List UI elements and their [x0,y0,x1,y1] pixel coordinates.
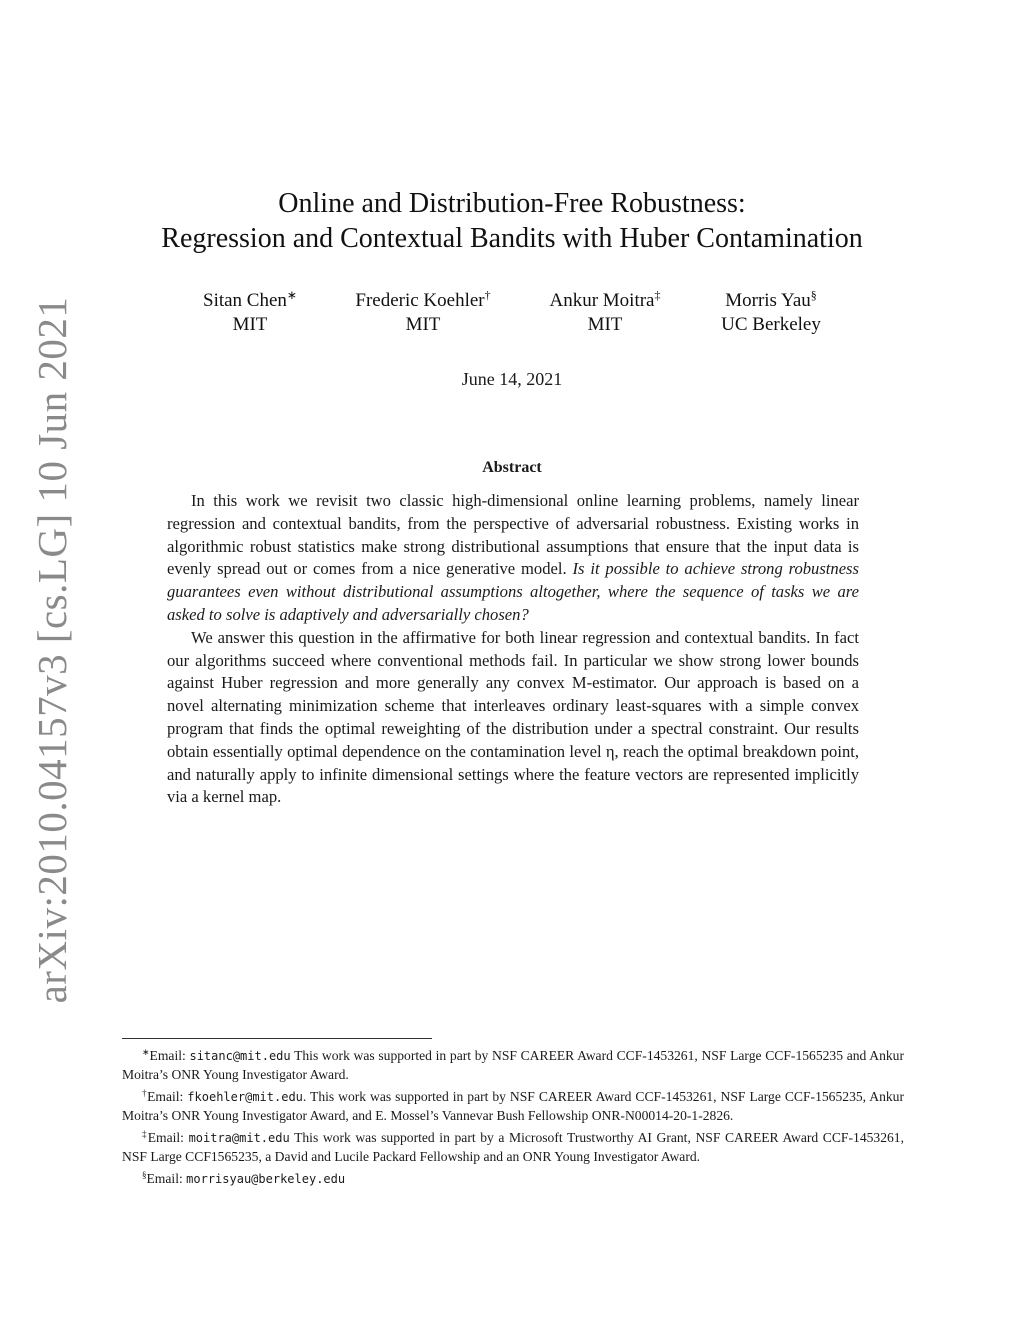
abstract-paragraph-text: In this work we revisit two classic high-dimensional online learning problems, namely linear regression and contextual bandits, from the perspective of adversarial robustness. Existing works in algorithmic robust statistics make strong distributional assumptions that ensure that the input data is evenly spread out or comes from a nice generative model. [167,491,859,579]
footnote-text: . This work was supported in part by NSF CAREER Award CCF-1453261, NSF Large CCF-1565235, Ankur Moitra’s ONR Young Investigator Award, and E. Mossel’s Vannevar Bush Fellowship ONR-N00014-20-1-2826. [122,1089,905,1123]
abstract-question: Is it possible to achieve strong robustness guarantees even without distributional assumptions altogether, where the sequence of tasks we are asked to solve is adaptively and adversarially chosen? [167,559,859,624]
footnote-label: Email: [147,1089,184,1104]
footnote-text: This work was supported in part by a Microsoft Trustworthy AI Grant, NSF CAREER Award CCF-1453261, NSF Large CCF1565235, a David and Lucile Packard Fellowship and an ONR Young Investigator Award. [122,1130,904,1164]
footnote-label: Email: [147,1130,184,1145]
author-name: Sitan Chen [203,290,287,311]
author-footnote-mark: ∗ [286,288,297,302]
author-name: Ankur Moitra [549,290,655,311]
arxiv-identifier: arXiv:2010.04157v3 [cs.LG] 10 Jun 2021 [29,296,75,1004]
author-affiliation: MIT [587,314,623,335]
author-block [671,283,871,337]
abstract-body [167,490,859,809]
author-block [323,283,523,337]
author-affiliation: MIT [232,314,268,335]
footnote [122,1043,904,1084]
paper-date: June 14, 2021 [461,369,563,389]
footnote-mark: ∗ [142,1047,150,1057]
footnote-label: Email: [149,1048,186,1063]
email-link[interactable]: fkoehler@mit.edu [187,1090,303,1104]
abstract-paragraph [167,490,859,627]
paper-title [0,186,1024,256]
footnote-mark: § [142,1170,147,1180]
email-link[interactable]: morrisyau@berkeley.edu [186,1172,346,1186]
footnotes [122,1043,904,1189]
author-footnote-mark: † [484,288,491,302]
author-footnote-mark: § [810,288,817,302]
footnote-label: Email: [146,1171,183,1186]
footnote [122,1166,904,1189]
author-name: Morris Yau [725,290,811,311]
footnote-mark: ‡ [142,1129,148,1139]
author-affiliation: UC Berkeley [721,314,821,335]
footnote [122,1084,904,1125]
author-name: Frederic Koehler [355,290,485,311]
title-line-1: Online and Distribution-Free Robustness: [278,188,746,219]
footnote-divider [122,1038,432,1039]
author-affiliation: MIT [405,314,441,335]
email-link[interactable]: sitanc@mit.edu [189,1049,291,1063]
footnote-mark: † [142,1088,148,1098]
title-line-2: Regression and Contextual Bandits with Huber Contamination [161,223,863,254]
footnote [122,1125,904,1166]
author-footnote-mark: ‡ [654,288,661,302]
email-link[interactable]: moitra@mit.edu [188,1131,290,1145]
footnote-text: This work was supported in part by NSF CAREER Award CCF-1453261, NSF Large CCF-1565235 and Ankur Moitra’s ONR Young Investigator Award. [122,1048,904,1082]
abstract-paragraph: We answer this question in the affirmative for both linear regression and contextual bandits. In fact our algorithms succeed where conventional methods fail. In particular we show strong lower bounds against Huber regression and more generally any convex M-estimator. Our approach is based on a novel alternating minimization scheme that interleaves ordinary least-squares with a simple convex program that finds the optimal reweighting of the distribution under a spectral constraint. Our results obtain essentially optimal dependence on the contamination level η, reach the optimal breakdown point, and naturally apply to infinite dimensional settings where the feature vectors are represented implicitly via a kernel map. [167,627,859,807]
abstract-heading: Abstract [482,459,542,476]
author-block [150,283,350,337]
